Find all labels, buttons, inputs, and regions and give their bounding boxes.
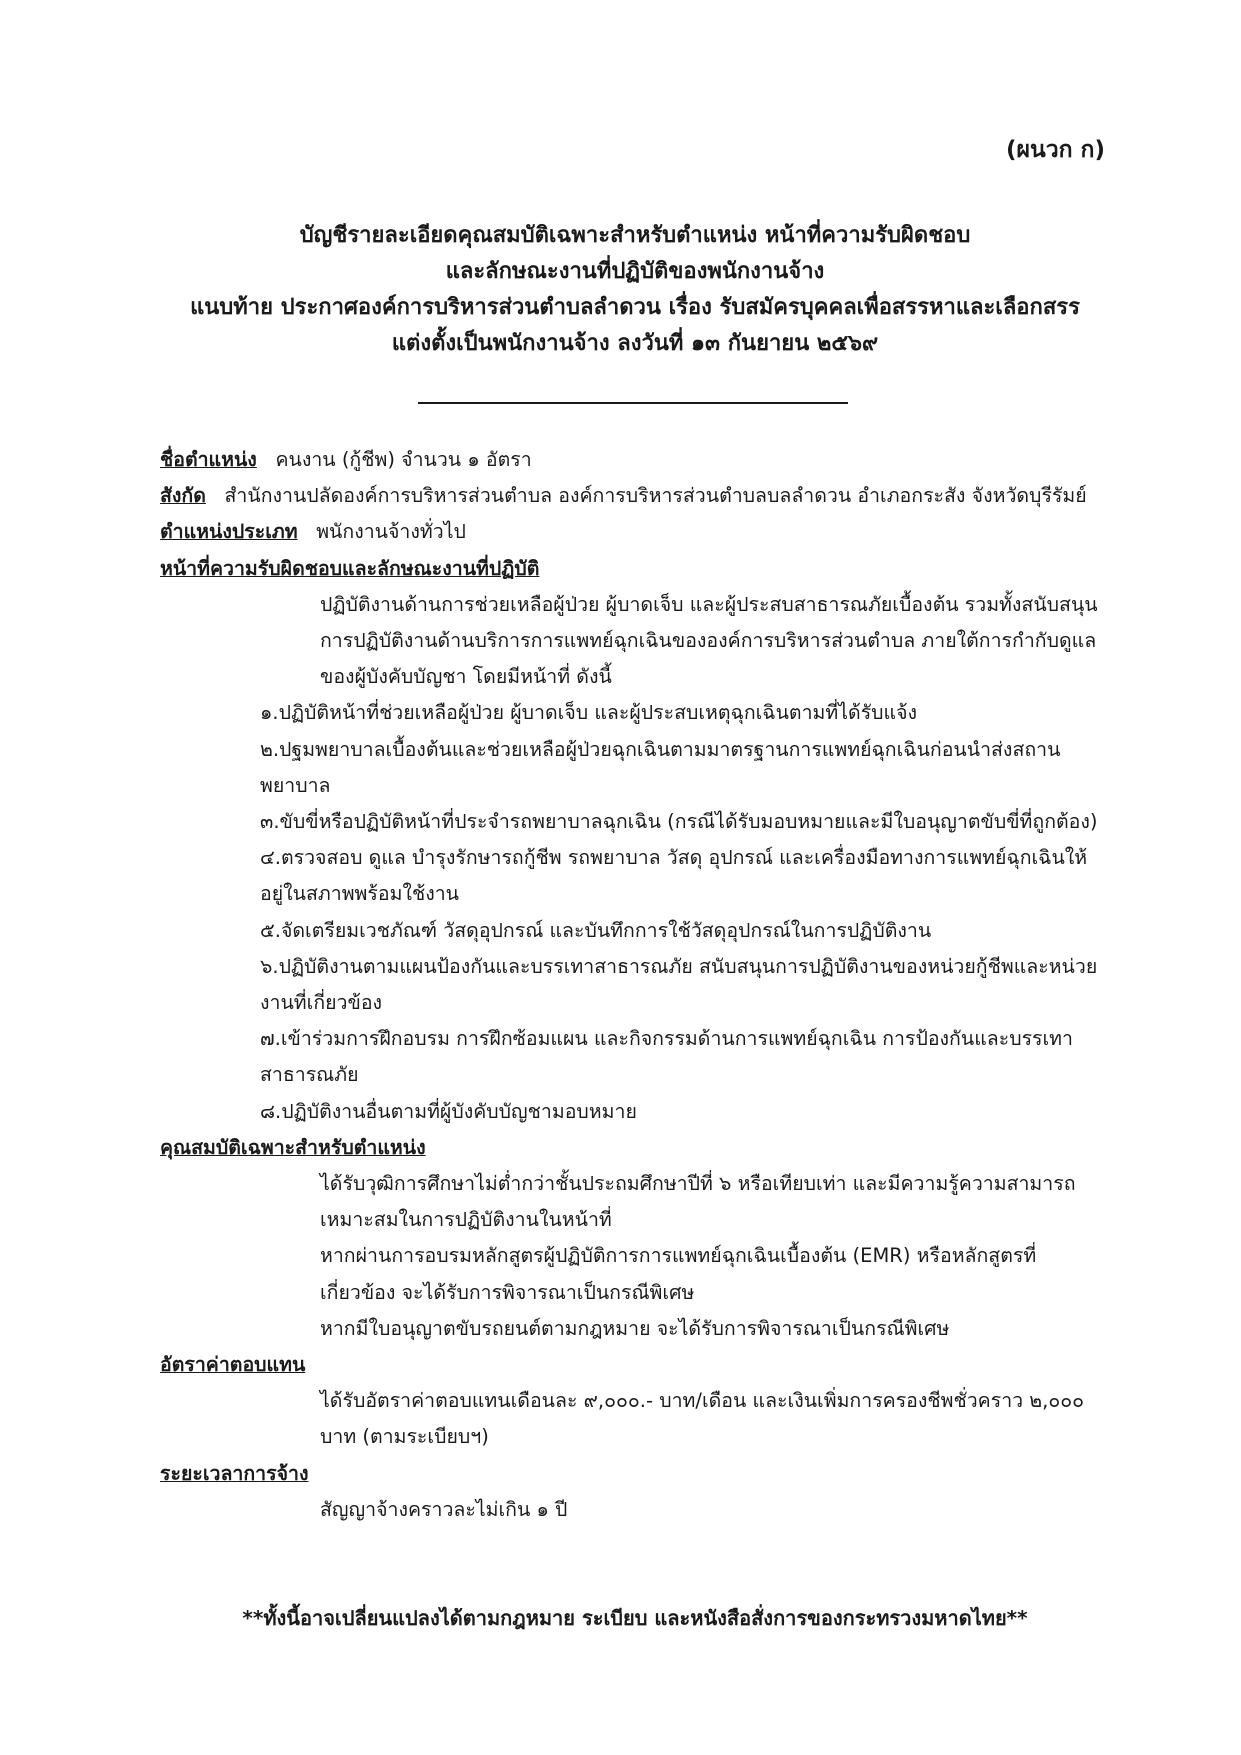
qualifications-heading: คุณสมบัติเฉพาะสำหรับตำแหน่ง [160, 1135, 426, 1159]
footer-note: **ทั้งนี้อาจเปลี่ยนแปลงได้ตามกฎหมาย ระเบียบ และหนังสือสั่งการของกระทรวงมหาดไทย** [242, 1606, 1028, 1630]
qualification-paragraph: หากผ่านการอบรมหลักสูตรผู้ปฏิบัติการการแพทย์ฉุกเฉินเบื้องต้น (EMR) หรือหลักสูตรที่เกี่ยวข้อง จะได้รับการพิจารณาเป็นกรณีพิเศษ [320, 1244, 1037, 1304]
employment-period-text: สัญญาจ้างคราวละไม่เกิน ๑ ปี [320, 1497, 568, 1521]
affiliation-label: สังกัด [160, 484, 206, 508]
document-body [160, 442, 1110, 1528]
qualification-paragraph: ได้รับวุฒิการศึกษาไม่ต่ำกว่าชั้นประถมศึกษาปีที่ ๖ หรือเทียบเท่า และมีความรู้ความสามารถเหมาะสมในการปฏิบัติงานในหน้าที่ [320, 1172, 1076, 1232]
compensation-text: ได้รับอัตราค่าตอบแทนเดือนละ ๙,๐๐๐.- บาท/เดือน และเงินเพิ่มการครองชีพชั่วคราว ๒,๐๐๐ บาท (ตามระเบียบฯ) [320, 1389, 1085, 1449]
duty-item: ๘.ปฏิบัติงานอื่นตามที่ผู้บังคับบัญชามอบหมาย [260, 1099, 637, 1123]
qualification-paragraph: หากมีใบอนุญาตขับรถยนต์ตามกฎหมาย จะได้รับการพิจารณาเป็นกรณีพิเศษ [320, 1316, 950, 1340]
position-value: คนงาน (กู้ชีพ) จำนวน ๑ อัตรา [275, 448, 532, 471]
duty-item: ๖.ปฏิบัติงานตามแผนป้องกันและบรรเทาสาธารณภัย สนับสนุนการปฏิบัติงานของหน่วยกู้ชีพและหน่วยงานที่เกี่ยวข้อง [260, 954, 1098, 1015]
duty-item: ๒.ปฐมพยาบาลเบื้องต้นและช่วยเหลือผู้ป่วยฉุกเฉินตามมาตรฐานการแพทย์ฉุกเฉินก่อนนำส่งสถานพยาบาล [260, 737, 1061, 797]
title-line: และลักษณะงานที่ปฏิบัติของพนักงานจ้าง [445, 259, 825, 284]
affiliation-row [160, 478, 1110, 514]
duties-intro: ปฏิบัติงานด้านการช่วยเหลือผู้ป่วย ผู้บาดเจ็บ และผู้ประสบสาธารณภัยเบื้องต้น รวมทั้งสนับสนุนการปฏิบัติงานด้านบริการการแพทย์ฉุกเฉินขององค์การบริหารส่วนตำบล ภายใต้การกำกับดูแลของผู้บังคับบัญชา โดยมีหน้าที่ ดังนี้ [320, 592, 1098, 689]
title-line: แนบท้าย ประกาศองค์การบริหารส่วนตำบลลำดวน เรื่อง รับสมัครบุคคลเพื่อสรรหาและเลือกสรร [190, 295, 1080, 320]
document-title [150, 218, 1120, 362]
title-divider [418, 402, 848, 404]
affiliation-value: สำนักงานปลัดองค์การบริหารส่วนตำบล องค์การบริหารส่วนตำบลบลลำดวน อำเภอกระสัง จังหวัดบุรีรัมย์ [224, 484, 1087, 508]
duty-item: ๗.เข้าร่วมการฝึกอบรม การฝึกซ้อมแผน และกิจกรรมด้านการแพทย์ฉุกเฉิน การป้องกันและบรรเทาสาธารณภัย [260, 1027, 1073, 1087]
duty-item: ๑.ปฏิบัติหน้าที่ช่วยเหลือผู้ป่วย ผู้บาดเจ็บ และผู้ประสบเหตุฉุกเฉินตามที่ได้รับแจ้ง [260, 701, 918, 725]
employment-period-heading: ระยะเวลาการจ้าง [160, 1461, 309, 1485]
duty-item: ๓.ขับขี่หรือปฏิบัติหน้าที่ประจำรถพยาบาลฉุกเฉิน (กรณีได้รับมอบหมายและมีใบอนุญาตขับขี่ที่ถูกต้อง) [260, 810, 1098, 834]
duty-item: ๕.จัดเตรียมเวชภัณฑ์ วัสดุอุปกรณ์ และบันทึกการใช้วัสดุอุปกรณ์ในการปฏิบัติงาน [260, 918, 932, 942]
position-type-label: ตำแหน่งประเภท [160, 520, 298, 544]
duty-item: ๔.ตรวจสอบ ดูแล บำรุงรักษารถกู้ชีพ รถพยาบาล วัสดุ อุปกรณ์ และเครื่องมือทางการแพทย์ฉุกเฉินให้อยู่ในสภาพพร้อมใช้งาน [260, 846, 1088, 906]
duties-heading: หน้าที่ความรับผิดชอบและลักษณะงานที่ปฏิบัติ [160, 556, 540, 580]
position-type-value: พนักงานจ้างทั่วไป [316, 520, 466, 544]
position-type-row [160, 514, 1110, 550]
title-line: แต่งตั้งเป็นพนักงานจ้าง ลงวันที่ ๑๓ กันยายน ๒๕๖๙ [391, 331, 879, 356]
position-label: ชื่อตำแหน่ง [160, 448, 257, 471]
title-line: บัญชีรายละเอียดคุณสมบัติเฉพาะสำหรับตำแหน่ง หน้าที่ความรับผิดชอบ [299, 223, 971, 248]
position-row [160, 442, 1110, 478]
compensation-heading: อัตราค่าตอบแทน [160, 1353, 306, 1377]
annex-label: (ผนวก ก) [1006, 137, 1105, 163]
